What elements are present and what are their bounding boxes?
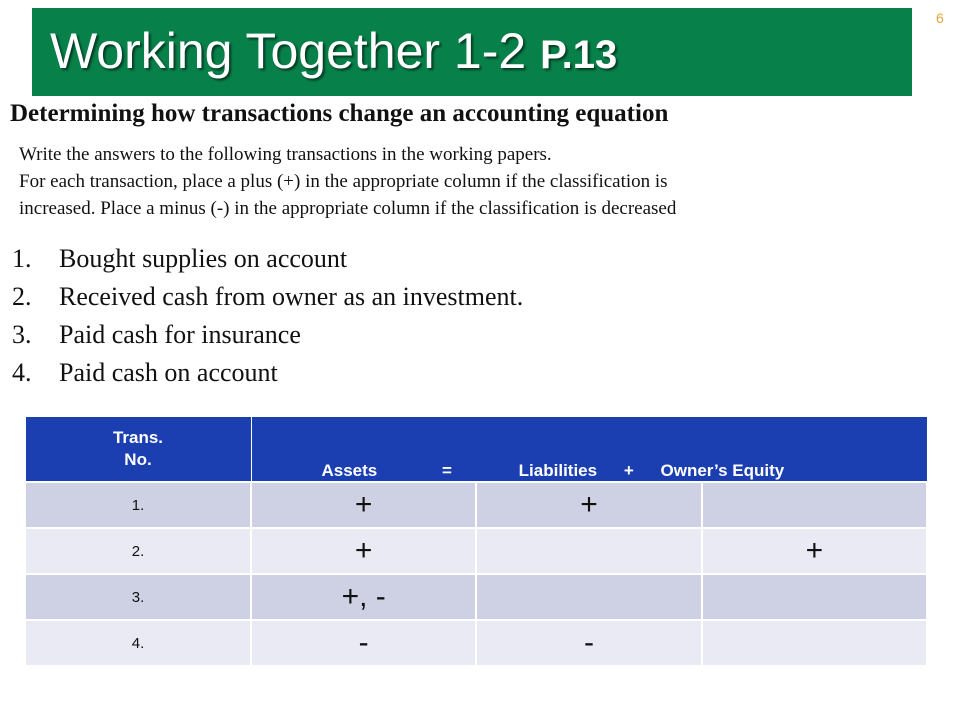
table-row [25,574,927,620]
instruction-line: For each transaction, place a plus (+) in the appropriate column if the classification is [19,171,668,192]
assets-cell: - [251,620,476,666]
header-equals: = [442,461,452,480]
transaction-text: Paid cash on account [59,358,278,387]
table-header-row [25,417,927,483]
equity-cell [702,482,927,528]
assets-cell: + [251,528,476,574]
equity-cell [702,620,927,666]
title-page-ref: P.13 [540,33,618,77]
slide-title [50,23,618,79]
transaction-number: 3. [12,320,32,349]
transaction-number: 1. [12,244,32,273]
instruction-line: Write the answers to the following transactions in the working papers. [19,144,552,165]
slide-subtitle: Determining how transactions change an accounting equation [10,100,669,127]
transaction-item [12,243,523,281]
transaction-item [12,357,523,395]
transaction-list [12,243,523,395]
table-row [25,528,927,574]
transaction-item [12,319,523,357]
liabilities-cell: - [476,620,701,666]
header-liabilities: Liabilities [518,461,598,480]
trans-no-cell: 4. [25,620,251,666]
slide-number: 6 [936,10,944,26]
transaction-number: 4. [12,358,32,387]
header-equation [251,417,927,483]
trans-no-cell: 1. [25,482,251,528]
liabilities-cell [476,574,701,620]
header-owners-equity: Owner’s Equity [660,461,785,480]
equity-cell: + [702,528,927,574]
transaction-text: Received cash from owner as an investment. [59,282,524,311]
header-plus: + [623,461,634,480]
table-row [25,620,927,666]
trans-no-cell: 3. [25,574,251,620]
table-row [25,482,927,528]
instructions [19,141,676,222]
header-assets: Assets [321,461,378,480]
title-text: Working Together 1-2 [50,23,527,79]
accounting-equation-table [24,416,928,667]
header-trans-label: Trans. [112,428,164,447]
equity-cell [702,574,927,620]
liabilities-cell: + [476,482,701,528]
transaction-item [12,281,523,319]
transaction-text: Paid cash for insurance [59,320,301,349]
trans-no-cell: 2. [25,528,251,574]
transaction-text: Bought supplies on account [59,244,348,273]
assets-cell: +, - [251,574,476,620]
liabilities-cell [476,528,701,574]
assets-cell: + [251,482,476,528]
instruction-line: increased. Place a minus (-) in the appropriate column if the classification is decreased [19,198,677,219]
header-trans-no [25,417,251,483]
header-no-label: No. [124,450,152,469]
transaction-number: 2. [12,282,32,311]
